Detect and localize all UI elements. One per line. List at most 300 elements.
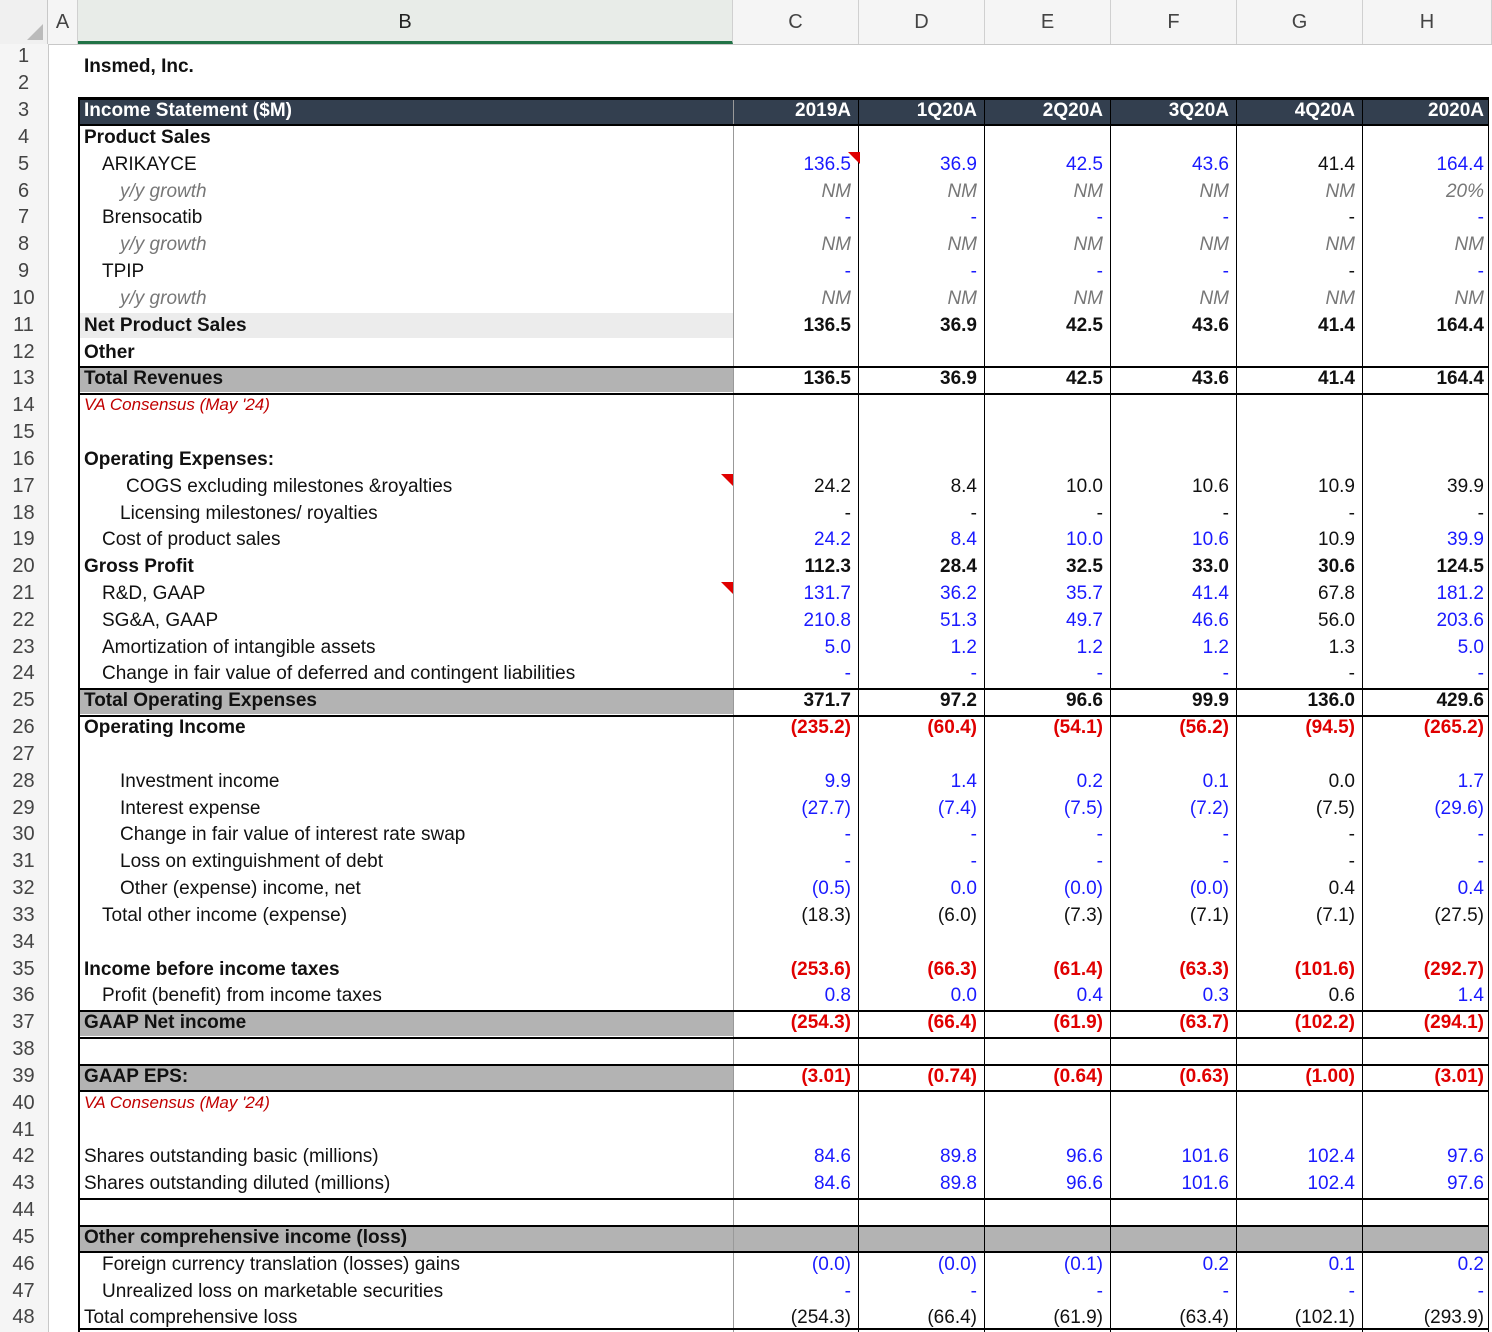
cell-cost-of-sales[interactable]: 10.0 — [1066, 529, 1103, 551]
row-number[interactable]: 39 — [12, 1064, 35, 1087]
cell-fx[interactable]: (0.0) — [937, 1253, 977, 1275]
cell-total-revenues[interactable]: 164.4 — [1436, 368, 1484, 390]
cell-tpip-growth[interactable]: NM — [947, 287, 977, 309]
cell-eps[interactable]: (0.64) — [1053, 1065, 1103, 1087]
cell-arikayce[interactable]: 164.4 — [1436, 153, 1484, 175]
cell-interest-expense[interactable]: (27.7) — [801, 797, 851, 819]
cell-swap[interactable]: - — [1096, 824, 1103, 846]
cell-investment-income[interactable]: 0.0 — [1328, 770, 1355, 792]
cell-cost-of-sales[interactable]: 24.2 — [814, 529, 851, 551]
cell-interest-expense[interactable]: (7.5) — [1315, 797, 1355, 819]
cell-cogs[interactable]: 24.2 — [814, 475, 851, 497]
cell-net-product-sales[interactable]: 41.4 — [1318, 314, 1355, 336]
cell-eps[interactable]: (3.01) — [1434, 1065, 1484, 1087]
cell-gross-profit[interactable]: 33.0 — [1192, 556, 1229, 578]
cell-sga[interactable]: 203.6 — [1436, 609, 1484, 631]
cell-tpip[interactable]: - — [1477, 261, 1484, 283]
cell-fair-value-change[interactable]: - — [1477, 663, 1484, 685]
cell-licensing[interactable]: - — [844, 502, 851, 524]
grid-border-horizontal — [78, 1198, 1489, 1200]
cell-brensocatib[interactable]: - — [1477, 207, 1484, 229]
cell-brensocatib-growth[interactable]: NM — [1199, 234, 1229, 256]
row-label-cost-of-sales: Cost of product sales — [102, 529, 281, 551]
cell-swap[interactable]: - — [844, 824, 851, 846]
period-header[interactable]: 2Q20A — [1042, 100, 1103, 122]
cell-interest-expense[interactable]: (29.6) — [1434, 797, 1484, 819]
cell-total-other[interactable]: (7.1) — [1315, 904, 1355, 926]
cell-shares-basic[interactable]: 102.4 — [1307, 1146, 1355, 1168]
cell-rnd[interactable]: 36.2 — [940, 583, 977, 604]
cell-shares-basic[interactable]: 84.6 — [814, 1146, 851, 1168]
cell-brensocatib-growth[interactable]: NM — [947, 234, 977, 256]
row-number[interactable]: 19 — [12, 528, 35, 551]
cell-fair-value-change[interactable]: - — [844, 663, 851, 685]
cell-fx[interactable]: 0.2 — [1202, 1253, 1229, 1275]
row-number[interactable]: 5 — [17, 152, 30, 175]
row-label-fair-value-change: Change in fair value of deferred and contingent liabilities — [102, 663, 576, 685]
company-name: Insmed, Inc. — [84, 56, 194, 78]
cell-total-comprehensive[interactable]: (293.9) — [1423, 1307, 1484, 1329]
cell-investment-income[interactable]: 0.2 — [1076, 770, 1103, 792]
cell-cost-of-sales[interactable]: 10.6 — [1192, 529, 1229, 551]
cell-shares-basic[interactable]: 97.6 — [1447, 1146, 1484, 1168]
cell-sga[interactable]: 56.0 — [1318, 609, 1355, 631]
row-number[interactable]: 30 — [12, 823, 35, 846]
row-number[interactable]: 4 — [17, 125, 30, 148]
cell-operating-income[interactable]: (265.2) — [1423, 717, 1484, 739]
cell-net-product-sales[interactable]: 136.5 — [803, 314, 851, 336]
cell-swap[interactable]: - — [970, 824, 977, 846]
row-number[interactable]: 34 — [12, 930, 35, 953]
row-number[interactable]: 16 — [12, 447, 35, 470]
row-label-operating-income: Operating Income — [84, 717, 246, 739]
cell-pretax[interactable]: (63.3) — [1179, 958, 1229, 980]
cell-shares-diluted[interactable]: 97.6 — [1447, 1173, 1484, 1195]
row-label-shares-basic: Shares outstanding basic (millions) — [84, 1146, 379, 1168]
cell-other-income[interactable]: 0.4 — [1457, 878, 1484, 900]
cell-brensocatib-growth[interactable]: NM — [1073, 234, 1103, 256]
row-label-total-opex: Total Operating Expenses — [84, 690, 317, 712]
cell-arikayce[interactable]: 42.5 — [1066, 153, 1103, 175]
cell-interest-expense[interactable]: (7.2) — [1189, 797, 1229, 819]
row-label-oci: Other comprehensive income (loss) — [84, 1226, 408, 1248]
row-label-unrealized: Unrealized loss on marketable securities — [102, 1280, 444, 1302]
cell-cogs[interactable]: 10.9 — [1318, 475, 1355, 497]
cell-other-income[interactable]: (0.5) — [811, 878, 851, 900]
cell-other-income[interactable]: 0.4 — [1328, 878, 1355, 900]
cell-total-opex[interactable]: 371.7 — [803, 690, 851, 712]
cell-unrealized[interactable]: - — [1477, 1280, 1484, 1302]
cell-total-opex[interactable]: 429.6 — [1436, 690, 1484, 712]
row-number[interactable]: 28 — [12, 769, 35, 792]
cell-fair-value-change[interactable]: - — [1348, 663, 1355, 685]
cell-operating-income[interactable]: (60.4) — [927, 717, 977, 739]
row-label-yy-growth: y/y growth — [120, 180, 207, 202]
cell-unrealized[interactable]: - — [970, 1280, 977, 1302]
cell-total-revenues[interactable]: 41.4 — [1318, 368, 1355, 390]
cell-gross-profit[interactable]: 28.4 — [940, 556, 977, 578]
row-label-swap: Change in fair value of interest rate swap — [120, 824, 466, 846]
cell-total-comprehensive[interactable]: (102.1) — [1294, 1307, 1355, 1329]
row-label-total-other: Total other income (expense) — [102, 904, 348, 926]
cell-brensocatib[interactable]: - — [1222, 207, 1229, 229]
cell-investment-income[interactable]: 1.4 — [950, 770, 977, 792]
period-header[interactable]: 3Q20A — [1168, 100, 1229, 122]
cell-tpip[interactable]: - — [844, 261, 851, 283]
cell-extinguishment[interactable]: - — [844, 851, 851, 873]
cell-unrealized[interactable]: - — [1348, 1280, 1355, 1302]
cell-tpip-growth[interactable]: NM — [1454, 287, 1484, 309]
cell-shares-basic[interactable]: 96.6 — [1066, 1146, 1103, 1168]
cell-fx[interactable]: 0.1 — [1328, 1253, 1355, 1275]
cell-gross-profit[interactable]: 32.5 — [1066, 556, 1103, 578]
cell-fx[interactable]: (0.1) — [1063, 1253, 1103, 1275]
cell-arikayce[interactable]: 41.4 — [1318, 153, 1355, 175]
cell-brensocatib[interactable]: - — [844, 207, 851, 229]
cell-fair-value-change[interactable]: - — [1222, 663, 1229, 685]
row-label-va-consensus: VA Consensus (May '24) — [84, 1092, 270, 1112]
cell-operating-income[interactable]: (54.1) — [1053, 717, 1103, 739]
cell-arikayce[interactable]: 43.6 — [1192, 153, 1229, 175]
row-number[interactable]: 9 — [17, 260, 30, 283]
row-label-fx: Foreign currency translation (losses) gains — [102, 1253, 460, 1275]
cell-swap[interactable]: - — [1348, 824, 1355, 846]
row-label-brensocatib: Brensocatib — [102, 207, 203, 229]
cell-unrealized[interactable]: - — [844, 1280, 851, 1302]
cell-operating-income[interactable]: (56.2) — [1179, 717, 1229, 739]
cell-shares-diluted[interactable]: 102.4 — [1307, 1173, 1355, 1195]
cell-taxes[interactable]: 0.6 — [1328, 985, 1355, 1007]
cell-tpip-growth[interactable]: NM — [821, 287, 851, 309]
cell-investment-income[interactable]: 1.7 — [1457, 770, 1484, 792]
cell-cost-of-sales[interactable]: 10.9 — [1318, 529, 1355, 551]
row-label-net-income: GAAP Net income — [84, 1012, 247, 1034]
cell-total-opex[interactable]: 136.0 — [1307, 690, 1355, 712]
cell-brensocatib-growth[interactable]: NM — [1325, 234, 1355, 256]
row-number[interactable]: 21 — [12, 582, 35, 604]
row-label-sga: SG&A, GAAP — [102, 609, 219, 631]
cell-cost-of-sales[interactable]: 39.9 — [1447, 529, 1484, 551]
cell-total-revenues[interactable]: 136.5 — [803, 368, 851, 390]
cell-net-income[interactable]: (254.3) — [790, 1012, 851, 1034]
select-all-corner[interactable] — [0, 0, 48, 44]
cell-total-other[interactable]: (7.3) — [1063, 904, 1103, 926]
cell-pretax[interactable]: (253.6) — [790, 958, 851, 980]
cell-licensing[interactable]: - — [1096, 502, 1103, 524]
cell-gross-profit[interactable]: 30.6 — [1318, 556, 1355, 578]
cell-cogs[interactable]: 10.6 — [1192, 475, 1229, 497]
cell-operating-income[interactable]: (94.5) — [1305, 717, 1355, 739]
period-header[interactable]: 2020A — [1428, 100, 1484, 122]
cell-net-income[interactable]: (63.7) — [1179, 1012, 1229, 1034]
cell-cogs[interactable]: 39.9 — [1447, 475, 1484, 497]
cell-tpip[interactable]: - — [970, 261, 977, 283]
cell-net-income[interactable]: (102.2) — [1294, 1012, 1355, 1034]
row-label-total-comprehensive: Total comprehensive loss — [84, 1307, 298, 1329]
cell-total-other[interactable]: (7.1) — [1189, 904, 1229, 926]
cell-sga[interactable]: 210.8 — [803, 609, 851, 631]
cell-arikayce-growth[interactable]: NM — [947, 180, 977, 202]
row-number[interactable]: 15 — [12, 421, 35, 444]
row-label-interest-expense: Interest expense — [120, 797, 261, 819]
period-header[interactable]: 4Q20A — [1294, 100, 1355, 122]
cell-fair-value-change[interactable]: - — [1096, 663, 1103, 685]
cell-other-income[interactable]: (0.0) — [1063, 878, 1103, 900]
cell-total-opex[interactable]: 97.2 — [940, 690, 977, 712]
row-number[interactable]: 7 — [17, 206, 30, 229]
cell-total-other[interactable]: (18.3) — [801, 904, 851, 926]
row-number[interactable]: 46 — [12, 1252, 35, 1275]
row-number[interactable]: 12 — [12, 340, 35, 363]
cell-tpip-growth[interactable]: NM — [1199, 287, 1229, 309]
row-label-amortization: Amortization of intangible assets — [102, 636, 376, 658]
cell-brensocatib-growth[interactable]: NM — [821, 234, 851, 256]
row-number[interactable]: 35 — [12, 957, 35, 980]
cell-tpip[interactable]: - — [1096, 261, 1103, 283]
cell-swap[interactable]: - — [1222, 824, 1229, 846]
column-header-h[interactable]: H — [1363, 0, 1492, 44]
row-label-licensing: Licensing milestones/ royalties — [120, 502, 378, 524]
cell-brensocatib[interactable]: - — [1096, 207, 1103, 229]
row-label-va-consensus: VA Consensus (May '24) — [84, 395, 270, 415]
cell-rnd[interactable]: 41.4 — [1192, 583, 1229, 604]
row-number[interactable]: 43 — [12, 1172, 35, 1195]
row-number[interactable]: 10 — [12, 286, 35, 309]
cell-net-product-sales[interactable]: 42.5 — [1066, 314, 1103, 336]
cell-total-revenues[interactable]: 43.6 — [1192, 368, 1229, 390]
row-number[interactable]: 36 — [12, 984, 35, 1007]
cell-amortization[interactable]: 5.0 — [824, 636, 851, 658]
cell-gross-profit[interactable]: 112.3 — [804, 556, 851, 578]
row-number[interactable]: 38 — [12, 1038, 35, 1061]
cell-arikayce[interactable]: 36.9 — [940, 153, 977, 175]
cell-shares-basic[interactable]: 89.8 — [940, 1146, 977, 1168]
row-number[interactable]: 3 — [17, 99, 30, 122]
column-header-d[interactable]: D — [859, 0, 985, 44]
period-header[interactable]: 2019A — [795, 100, 851, 122]
cell-brensocatib[interactable]: - — [1348, 207, 1355, 229]
cell-brensocatib[interactable]: - — [970, 207, 977, 229]
cell-arikayce-growth[interactable]: 20% — [1445, 180, 1484, 202]
cell-arikayce-growth[interactable]: NM — [1325, 180, 1355, 202]
row-label-arikayce: ARIKAYCE — [102, 153, 197, 175]
comment-indicator — [848, 152, 860, 164]
row-number[interactable]: 32 — [12, 877, 35, 900]
cell-rnd[interactable]: 181.2 — [1436, 583, 1484, 604]
row-label-taxes: Profit (benefit) from income taxes — [102, 985, 382, 1007]
row-number[interactable]: 24 — [12, 662, 35, 685]
cell-sga[interactable]: 51.3 — [940, 609, 977, 631]
row-number[interactable]: 23 — [12, 635, 35, 658]
cell-eps[interactable]: (0.74) — [927, 1065, 977, 1087]
grid-border-horizontal — [78, 393, 1489, 395]
cell-gross-profit[interactable]: 124.5 — [1436, 556, 1484, 578]
cell-total-revenues[interactable]: 42.5 — [1066, 368, 1103, 390]
grid-border-horizontal — [78, 1090, 1489, 1092]
cell-operating-income[interactable]: (235.2) — [790, 717, 851, 739]
cell-amortization[interactable]: 1.2 — [1076, 636, 1103, 658]
cell-pretax[interactable]: (101.6) — [1294, 958, 1355, 980]
cell-sga[interactable]: 46.6 — [1192, 609, 1229, 631]
cell-net-product-sales[interactable]: 43.6 — [1192, 314, 1229, 336]
cell-extinguishment[interactable]: - — [1222, 851, 1229, 873]
cell-net-product-sales[interactable]: 36.9 — [940, 314, 977, 336]
cell-licensing[interactable]: - — [1348, 502, 1355, 524]
cell-tpip[interactable]: - — [1222, 261, 1229, 283]
cell-extinguishment[interactable]: - — [1096, 851, 1103, 873]
cell-rnd[interactable]: 67.8 — [1318, 583, 1355, 604]
row-number[interactable]: 31 — [12, 850, 35, 873]
row-number[interactable]: 40 — [12, 1091, 35, 1114]
column-header-a[interactable]: A — [48, 0, 78, 44]
cell-extinguishment[interactable]: - — [1477, 851, 1484, 873]
cell-net-income[interactable]: (294.1) — [1423, 1012, 1484, 1034]
cell-taxes[interactable]: 0.8 — [824, 985, 851, 1007]
column-header-c[interactable]: C — [733, 0, 859, 44]
cell-fair-value-change[interactable]: - — [970, 663, 977, 685]
cell-pretax[interactable]: (292.7) — [1423, 958, 1484, 980]
cell-shares-basic[interactable]: 101.6 — [1181, 1146, 1229, 1168]
cell-arikayce-growth[interactable]: NM — [1199, 180, 1229, 202]
cell-arikayce[interactable]: 136.5 — [803, 153, 851, 175]
cell-other-income[interactable]: 0.0 — [950, 878, 977, 900]
cell-cogs[interactable]: 10.0 — [1066, 475, 1103, 497]
cell-fx[interactable]: (0.0) — [811, 1253, 851, 1275]
cell-sga[interactable]: 49.7 — [1066, 609, 1103, 631]
cell-investment-income[interactable]: 9.9 — [824, 770, 851, 792]
row-label-pretax: Income before income taxes — [84, 958, 340, 980]
row-number[interactable]: 20 — [12, 555, 35, 578]
cell-shares-diluted[interactable]: 96.6 — [1066, 1173, 1103, 1195]
cell-taxes[interactable]: 0.3 — [1202, 985, 1229, 1007]
cell-tpip-growth[interactable]: NM — [1325, 287, 1355, 309]
cell-tpip-growth[interactable]: NM — [1073, 287, 1103, 309]
cell-taxes[interactable]: 1.4 — [1457, 985, 1484, 1007]
cell-net-income[interactable]: (66.4) — [927, 1012, 977, 1034]
row-number[interactable]: 41 — [12, 1118, 35, 1141]
period-header[interactable]: 1Q20A — [916, 100, 977, 122]
row-label-product-sales: Product Sales — [84, 126, 211, 148]
row-number[interactable]: 11 — [13, 313, 34, 336]
cell-total-comprehensive[interactable]: (66.4) — [927, 1307, 977, 1329]
row-number[interactable]: 42 — [12, 1145, 35, 1168]
cell-total-opex[interactable]: 99.9 — [1192, 690, 1229, 712]
cell-net-product-sales[interactable]: 164.4 — [1436, 314, 1484, 336]
cell-swap[interactable]: - — [1477, 824, 1484, 846]
cell-net-income[interactable]: (61.9) — [1053, 1012, 1103, 1034]
column-header-g[interactable]: G — [1237, 0, 1363, 44]
row-number[interactable]: 47 — [12, 1279, 35, 1302]
cell-total-other[interactable]: (6.0) — [937, 904, 977, 926]
row-number[interactable]: 2 — [17, 72, 30, 95]
comment-indicator — [721, 474, 733, 486]
cell-eps[interactable]: (0.63) — [1179, 1065, 1229, 1087]
cell-rnd[interactable]: 35.7 — [1066, 583, 1103, 604]
cell-eps[interactable]: (3.01) — [801, 1065, 851, 1087]
cell-amortization[interactable]: 5.0 — [1457, 636, 1484, 658]
cell-licensing[interactable]: - — [1222, 502, 1229, 524]
row-number[interactable]: 25 — [12, 689, 35, 712]
cell-shares-diluted[interactable]: 84.6 — [814, 1173, 851, 1195]
cell-extinguishment[interactable]: - — [1348, 851, 1355, 873]
cell-other-income[interactable]: (0.0) — [1189, 878, 1229, 900]
row-label-extinguishment: Loss on extinguishment of debt — [120, 851, 384, 873]
row-label-cogs: COGS excluding milestones &royalties — [126, 475, 453, 497]
cell-licensing[interactable]: - — [970, 502, 977, 524]
row-number[interactable]: 26 — [12, 716, 35, 739]
row-label-yy-growth: y/y growth — [120, 234, 207, 256]
row-label-other: Other — [84, 341, 135, 363]
cell-total-comprehensive[interactable]: (63.4) — [1179, 1307, 1229, 1329]
cell-rnd[interactable]: 131.7 — [803, 583, 851, 604]
cell-total-other[interactable]: (27.5) — [1434, 904, 1484, 926]
cell-amortization[interactable]: 1.2 — [950, 636, 977, 658]
cell-shares-diluted[interactable]: 101.6 — [1181, 1173, 1229, 1195]
cell-arikayce-growth[interactable]: NM — [1073, 180, 1103, 202]
row-number[interactable]: 1 — [17, 45, 30, 68]
cell-total-opex[interactable]: 96.6 — [1066, 690, 1103, 712]
column-header-b[interactable]: B — [78, 0, 733, 44]
row-number[interactable]: 48 — [12, 1306, 35, 1329]
cell-interest-expense[interactable]: (7.5) — [1063, 797, 1103, 819]
row-number[interactable]: 14 — [12, 394, 35, 417]
row-number[interactable]: 6 — [17, 179, 30, 202]
row-number[interactable]: 17 — [12, 474, 35, 497]
cell-licensing[interactable]: - — [1477, 502, 1484, 524]
cell-total-comprehensive[interactable]: (254.3) — [790, 1307, 851, 1329]
cell-unrealized[interactable]: - — [1096, 1280, 1103, 1302]
row-number[interactable]: 33 — [12, 903, 35, 926]
row-label-tpip: TPIP — [102, 261, 145, 283]
cell-eps[interactable]: (1.00) — [1305, 1065, 1355, 1087]
row-number[interactable]: 37 — [12, 1011, 35, 1034]
row-number[interactable]: 22 — [12, 608, 35, 631]
income-statement-title: Income Statement ($M) — [84, 100, 292, 122]
cell-pretax[interactable]: (66.3) — [927, 958, 977, 980]
row-number[interactable]: 13 — [12, 367, 35, 390]
cell-cost-of-sales[interactable]: 8.4 — [950, 529, 977, 551]
cell-pretax[interactable]: (61.4) — [1053, 958, 1103, 980]
cell-shares-diluted[interactable]: 89.8 — [940, 1173, 977, 1195]
column-header-f[interactable]: F — [1111, 0, 1237, 44]
row-number[interactable]: 8 — [17, 233, 30, 256]
row-number[interactable]: 45 — [12, 1225, 35, 1248]
cell-amortization[interactable]: 1.3 — [1328, 636, 1355, 658]
grid-border-horizontal — [78, 124, 1489, 126]
row-number[interactable]: 44 — [12, 1199, 35, 1222]
cell-taxes[interactable]: 0.4 — [1076, 985, 1103, 1007]
cell-investment-income[interactable]: 0.1 — [1202, 770, 1229, 792]
cell-unrealized[interactable]: - — [1222, 1280, 1229, 1302]
row-number[interactable]: 29 — [12, 796, 35, 819]
cell-tpip[interactable]: - — [1348, 261, 1355, 283]
cell-total-comprehensive[interactable]: (61.9) — [1053, 1307, 1103, 1329]
cell-extinguishment[interactable]: - — [970, 851, 977, 873]
cell-total-revenues[interactable]: 36.9 — [940, 368, 977, 390]
cell-interest-expense[interactable]: (7.4) — [937, 797, 977, 819]
cell-arikayce-growth[interactable]: NM — [821, 180, 851, 202]
column-header-e[interactable]: E — [985, 0, 1111, 44]
cell-cogs[interactable]: 8.4 — [950, 475, 977, 497]
row-number[interactable]: 18 — [12, 501, 35, 524]
row-number[interactable]: 27 — [12, 742, 35, 765]
row-label-operating-expenses: Operating Expenses: — [84, 448, 275, 470]
cell-fx[interactable]: 0.2 — [1457, 1253, 1484, 1275]
cell-brensocatib-growth[interactable]: NM — [1454, 234, 1484, 256]
cell-taxes[interactable]: 0.0 — [950, 985, 977, 1007]
grid-border-horizontal — [78, 1037, 1489, 1039]
cell-amortization[interactable]: 1.2 — [1202, 636, 1229, 658]
